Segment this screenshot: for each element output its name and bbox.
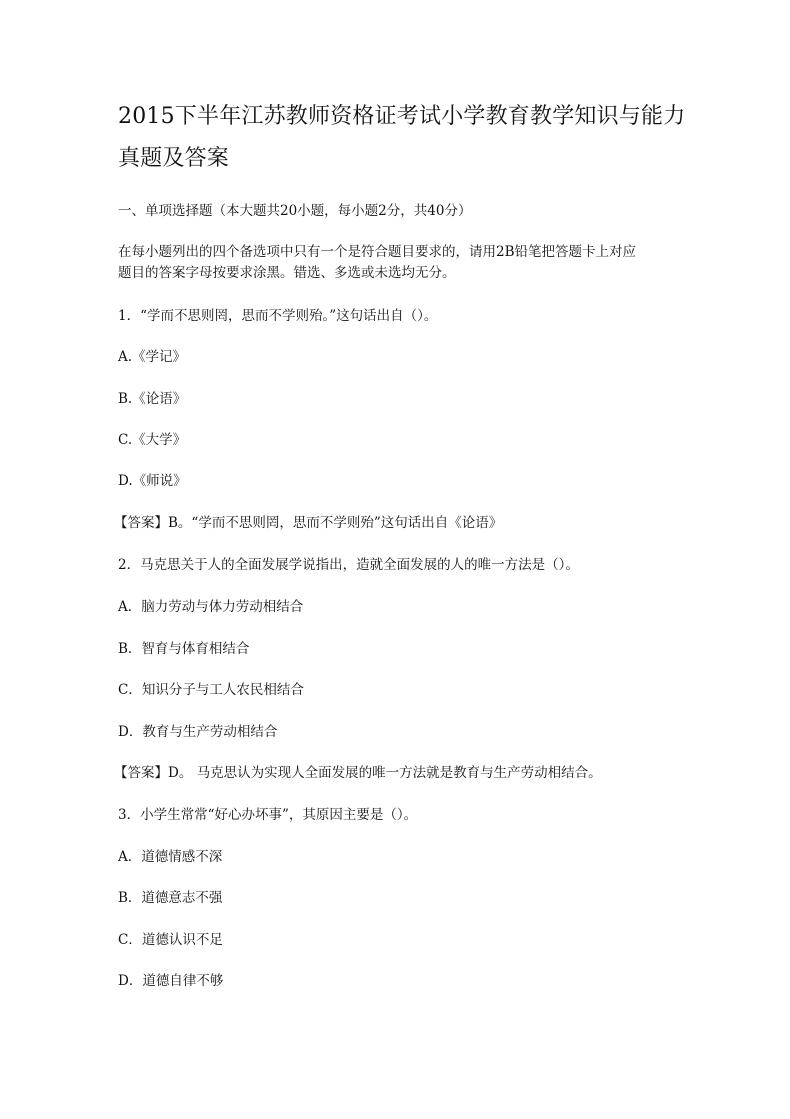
question-2-option-b: B．智育与体育相结合 [118,641,250,657]
question-3-option-a: A．道德情感不深 [118,849,223,865]
question-3-stem: 3．小学生常常“好心办坏事”，其原因主要是（）。 [118,807,418,823]
question-1-stem: 1．“学而不思则罔，思而不学则殆。”这句话出自（）。 [118,308,438,324]
question-2-option-d: D．教育与生产劳动相结合 [118,724,278,740]
instructions-line-1: 在每小题列出的四个备选项中只有一个是符合题目要求的，请用2B铅笔把答题卡上对应 [118,244,637,260]
question-1-option-a: A.《学记》 [118,349,187,365]
question-2-stem: 2．马克思关于人的全面发展学说指出，造就全面发展的人的唯一方法是（）。 [118,557,579,573]
question-3-option-b: B．道德意志不强 [118,890,223,906]
document-title-line-1: 2015下半年江苏教师资格证考试小学教育教学知识与能力 [118,104,686,129]
question-1-option-d: D.《师说》 [118,473,187,489]
document-title-line-2: 真题及答案 [118,146,230,171]
question-3-option-d: D．道德自律不够 [118,973,224,989]
question-2-option-c: C．知识分子与工人农民相结合 [118,682,304,698]
question-2-option-a: A．脑力劳动与体力劳动相结合 [118,599,304,615]
question-1-answer: 【答案】B。“学而不思则罔，思而不学则殆”这句话出自《论语》 [114,515,503,531]
question-2-answer: 【答案】D。 马克思认为实现人全面发展的唯一方法就是教育与生产劳动相结合。 [114,765,602,781]
question-1-option-b: B.《论语》 [118,391,187,407]
question-3-option-c: C．道德认识不足 [118,932,223,948]
section-heading: 一、单项选择题（本大题共20小题，每小题2分，共40分） [118,203,472,219]
instructions-line-2: 题目的答案字母按要求涂黑。错选、多选或未选均无分。 [118,265,456,281]
question-1-option-c: C.《大学》 [118,432,187,448]
